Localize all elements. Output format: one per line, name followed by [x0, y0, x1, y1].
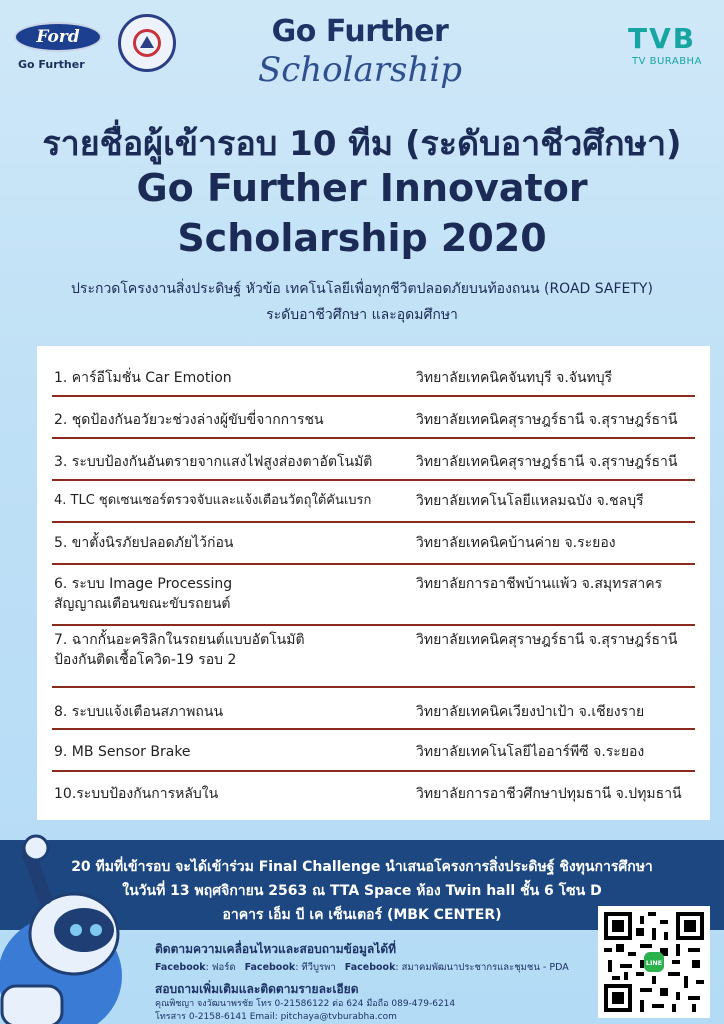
facebook-links [155, 960, 569, 975]
headline-en-line2: Scholarship 2020 [177, 216, 547, 260]
ford-tagline: Go Further [18, 58, 85, 71]
project-name: 5. ขาตั้งนิรภัยปลอดภัยไว้ก่อน [54, 535, 234, 551]
project-name: 4. TLC ชุดเซนเซอร์ตรวจจับและแจ้งเตือนวัตถุใต้คันเบรก [54, 493, 372, 508]
follow-heading: ติดตามความเคลื่อนไหวและสอบถามข้อมูลได้ที่ [155, 942, 397, 956]
project-name [54, 630, 399, 670]
project-line1: 6. ระบบ Image Processing [54, 576, 233, 592]
table-row [52, 410, 695, 439]
finalist-table [37, 346, 710, 820]
project-name: 3. ระบบป้องกันอันตรายจากแสงไฟสูงส่องตาอัตโนมัติ [54, 454, 373, 470]
school-name: วิทยาลัยเทคโนโลยีแหลมฉบัง จ.ชลบุรี [416, 493, 644, 509]
facebook-label: Facebook [155, 962, 206, 973]
table-row [52, 630, 695, 688]
facebook-page-ford[interactable]: : ฟอร์ด [205, 962, 236, 973]
table-row [52, 368, 695, 397]
school-name: วิทยาลัยเทคนิคบ้านค่าย จ.ระยอง [416, 535, 616, 551]
table-row [52, 491, 695, 523]
school-name: วิทยาลัยเทคนิคจันทบุรี จ.จันทบุรี [416, 370, 613, 386]
tvb-tagline: TV BURABHA [632, 56, 702, 67]
subtitle-level: ระดับอาชีวศึกษา และอุดมศึกษา [266, 307, 458, 323]
banner-line3: อาคาร เอ็ม บี เค เซ็นเตอร์ (MBK CENTER) [222, 907, 502, 923]
header-title: Go Further [271, 14, 449, 49]
association-seal-icon [118, 14, 176, 72]
subtitle-topic: ประกวดโครงงานสิ่งประดิษฐ์ หัวข้อ เทคโนโลยีเพื่อทุกชีวิตปลอดภัยบนท้องถนน (ROAD SAFETY) [71, 281, 653, 297]
table-row [52, 702, 695, 730]
project-name: 2. ชุดป้องกันอวัยวะช่วงล่างผู้ขับขี่จากการชน [54, 412, 324, 428]
tvb-logo: TVB [628, 22, 697, 55]
school-name: วิทยาลัยการอาชีวศึกษาปทุมธานี จ.ปทุมธานี [416, 786, 682, 802]
project-name: 1. คาร์อีโมชั่น Car Emotion [54, 370, 232, 386]
headline-thai: รายชื่อผู้เข้ารอบ 10 ทีม (ระดับอาชีวศึกษา) [42, 124, 682, 164]
project-name: 10.ระบบป้องกันการหลับใน [54, 786, 219, 802]
facebook-page-pda[interactable]: : สมาคมพัฒนาประชากรและชุมชน - PDA [395, 962, 569, 973]
banner-line2: ในวันที่ 13 พฤศจิกายน 2563 ณ TTA Space ห้อง Twin hall ชั้น 6 โซน D [122, 883, 602, 899]
school-name: วิทยาลัยเทคนิคเวียงป่าเป้า จ.เชียงราย [416, 704, 645, 720]
contact-phone: คุณพิชญา จงวัฒนาพรชัย โทร 0-21586122 ต่อ 624 มือถือ 089-479-6214 [155, 999, 456, 1009]
banner-line1: 20 ทีมที่เข้ารอบ จะได้เข้าร่วม Final Challenge นำเสนอโครงการสิ่งประดิษฐ์ ชิงทุนการศึกษา [71, 859, 653, 875]
table-row [52, 452, 695, 481]
school-name: วิทยาลัยเทคโนโลยีไออาร์พีซี จ.ระยอง [416, 744, 645, 760]
project-name: 8. ระบบแจ้งเตือนสภาพถนน [54, 704, 224, 720]
school-name: วิทยาลัยเทคนิคสุราษฎร์ธานี จ.สุราษฎร์ธานี [416, 632, 678, 648]
robot-mascot-icon [0, 826, 150, 1024]
table-row [52, 574, 695, 626]
school-name: วิทยาลัยเทคนิคสุราษฎร์ธานี จ.สุราษฎร์ธานี [416, 454, 678, 470]
facebook-label: Facebook [344, 962, 396, 973]
table-row [52, 533, 695, 565]
ford-logo: Ford [14, 22, 102, 52]
more-info-heading: สอบถามเพิ่มเติมและติดตามรายละเอียด [155, 982, 359, 996]
facebook-label: Facebook [244, 962, 296, 973]
project-name: 9. MB Sensor Brake [54, 744, 191, 760]
facebook-page-tvb[interactable]: : ทีวีบูรพา [295, 962, 336, 973]
project-line1: 7. ฉากกั้นอะคริลิกในรถยนต์แบบอัตโนมัติ [54, 632, 305, 648]
project-name [54, 574, 399, 614]
school-name: วิทยาลัยเทคนิคสุราษฎร์ธานี จ.สุราษฎร์ธานี [416, 412, 678, 428]
line-badge-text: LINE [645, 959, 663, 968]
project-line2: สัญญาณเตือนขณะขับรถยนต์ [54, 596, 231, 612]
table-row [52, 742, 695, 772]
qr-code-icon [604, 912, 704, 1012]
contact-fax-email: โทรสาร 0-2158-6141 Email: pitchaya@tvburabha.com [155, 1012, 397, 1022]
school-name: วิทยาลัยการอาชีพบ้านแพ้ว จ.สมุทรสาคร [416, 576, 663, 592]
line-qr-code[interactable] [598, 906, 710, 1018]
headline-en-line1: Go Further Innovator [136, 166, 588, 210]
table-row [52, 784, 695, 812]
header-script-title: Scholarship [257, 50, 463, 90]
project-line2: ป้องกันติดเชื้อโควิด-19 รอบ 2 [54, 652, 237, 668]
